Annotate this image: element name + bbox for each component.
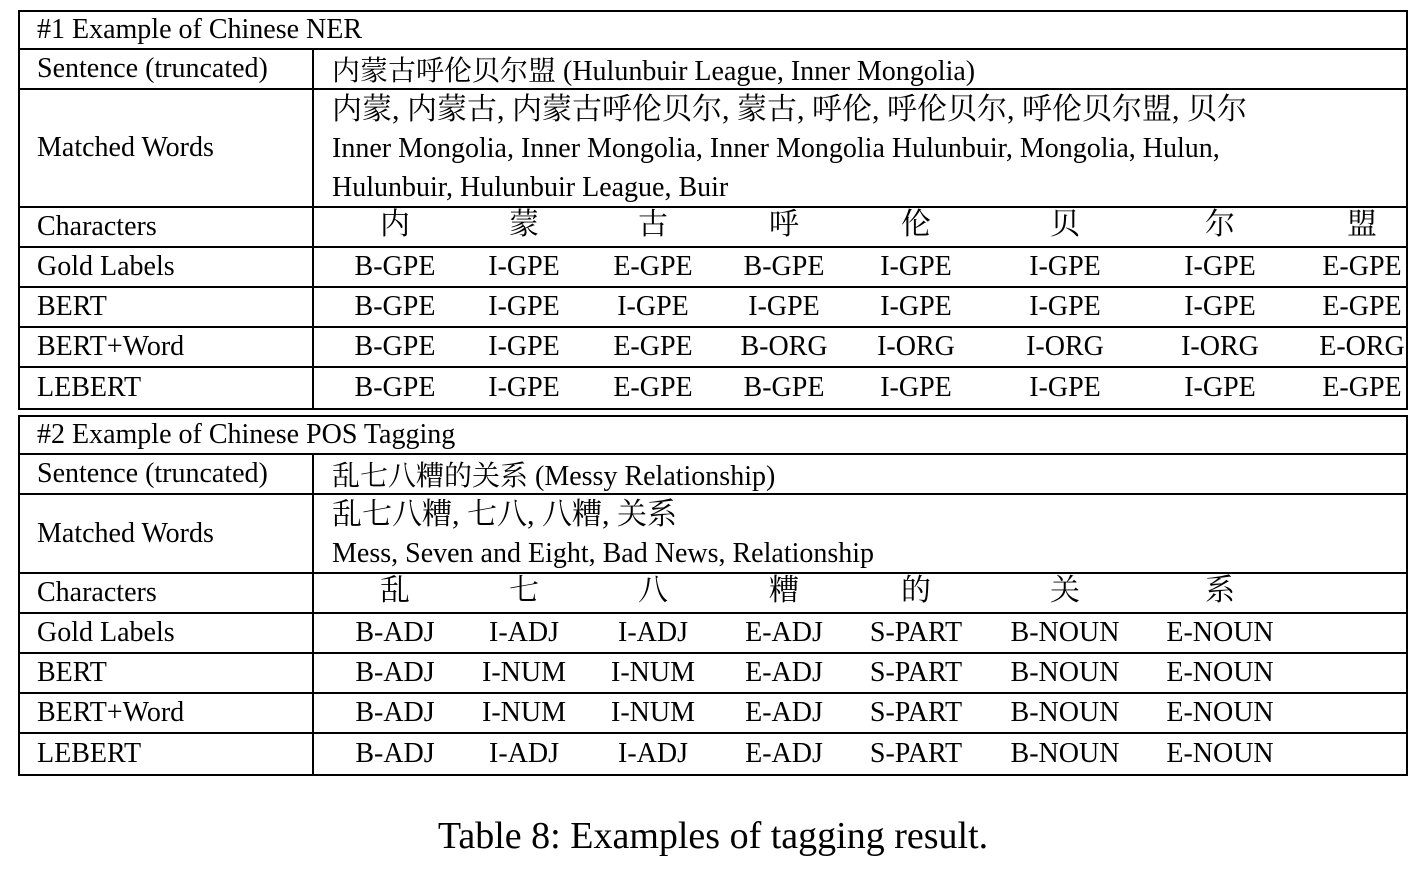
pos-tag-cell: B-NOUN <box>1010 697 1120 728</box>
pos-character-cell: 关 <box>1050 574 1080 607</box>
pos-tag-cell: B-ADJ <box>355 738 435 769</box>
pos-tag-cell: E-NOUN <box>1166 617 1274 648</box>
ner-tag-cell: I-GPE <box>617 291 689 322</box>
ner-example-table <box>18 10 1408 410</box>
pos-tag-cell: I-NUM <box>611 697 695 728</box>
pos-tag-cell: I-ADJ <box>618 738 688 769</box>
pos-tag-cell: S-PART <box>869 697 963 728</box>
ner-character-cell: 贝 <box>1050 208 1080 241</box>
ner-tag-cell: I-GPE <box>880 251 952 282</box>
pos-row-label: Characters <box>20 574 314 612</box>
ner-row-label: Characters <box>20 208 314 246</box>
ner-title: #1 Example of Chinese NER <box>37 14 363 45</box>
ner-tag-cell: I-GPE <box>1029 251 1101 282</box>
pos-row-label: LEBERT <box>20 734 314 774</box>
ner-tag-cell: I-GPE <box>1184 372 1256 403</box>
ner-sentence-label: Sentence (truncated) <box>20 50 314 88</box>
ner-tag-cell: I-GPE <box>880 372 952 403</box>
ner-tag-cell: I-GPE <box>1184 251 1256 282</box>
ner-row-lebert <box>20 368 1406 408</box>
pos-tag-cell: I-NUM <box>611 657 695 688</box>
pos-tag-cell: B-ADJ <box>355 657 435 688</box>
pos-row-bert <box>20 654 1406 694</box>
ner-character-cell: 盟 <box>1347 208 1377 241</box>
pos-matched-words <box>332 495 1406 572</box>
ner-tag-cell: B-GPE <box>354 291 436 322</box>
pos-row-label: Gold Labels <box>20 614 314 652</box>
ner-matched-row <box>20 90 1406 208</box>
pos-tag-cell: E-NOUN <box>1166 657 1274 688</box>
ner-character-cell: 古 <box>638 208 668 241</box>
ner-row-label: LEBERT <box>20 368 314 408</box>
pos-sentence-label: Sentence (truncated) <box>20 455 314 493</box>
pos-row-characters <box>20 574 1406 614</box>
pos-tag-cell: B-ADJ <box>355 697 435 728</box>
pos-tag-cell: I-NUM <box>482 657 566 688</box>
ner-tag-cell: I-ORG <box>1026 331 1104 362</box>
ner-character-cell: 内 <box>380 208 410 241</box>
pos-example-table <box>18 415 1408 776</box>
pos-tag-cell: S-PART <box>869 617 963 648</box>
ner-matched-line: 内蒙, 内蒙古, 内蒙古呼伦贝尔, 蒙古, 呼伦, 呼伦贝尔, 呼伦贝尔盟, 贝尔 <box>332 92 1247 126</box>
pos-tag-cell: E-ADJ <box>745 738 823 769</box>
ner-tag-cell: I-GPE <box>488 331 560 362</box>
ner-tag-cell: B-ORG <box>740 331 828 362</box>
ner-title-row <box>20 12 1406 50</box>
ner-tag-cell: I-GPE <box>1184 291 1256 322</box>
pos-tag-cell: B-ADJ <box>355 617 435 648</box>
ner-matched-line: Hulunbuir, Hulunbuir League, Buir <box>332 171 729 203</box>
pos-tag-cell: I-NUM <box>482 697 566 728</box>
ner-tag-cell: E-GPE <box>613 372 693 403</box>
pos-sentence: 乱七八糟的关系 (Messy Relationship) <box>332 461 776 492</box>
pos-character-cell: 八 <box>638 574 668 607</box>
ner-tag-cell: B-GPE <box>354 372 436 403</box>
ner-tag-cell: I-ORG <box>1181 331 1259 362</box>
pos-matched-row <box>20 495 1406 574</box>
pos-tag-cell: B-NOUN <box>1010 657 1120 688</box>
ner-tag-cell: E-GPE <box>1322 251 1402 282</box>
pos-character-cell: 糟 <box>769 574 799 607</box>
pos-tag-cell: E-ADJ <box>745 697 823 728</box>
ner-row-characters <box>20 208 1406 248</box>
ner-tag-cell: E-GPE <box>1322 291 1402 322</box>
pos-row-bert-word <box>20 694 1406 734</box>
ner-sentence-row <box>20 50 1406 90</box>
ner-tag-cell: B-GPE <box>354 251 436 282</box>
pos-character-cell: 的 <box>901 574 931 607</box>
ner-tag-cell: E-ORG <box>1319 331 1405 362</box>
ner-character-cell: 伦 <box>901 208 931 241</box>
ner-matched-label: Matched Words <box>20 90 314 206</box>
pos-row-lebert <box>20 734 1406 774</box>
pos-tag-cell: E-ADJ <box>745 657 823 688</box>
pos-tag-cell: I-ADJ <box>489 617 559 648</box>
pos-title-row <box>20 417 1406 455</box>
ner-row-bert <box>20 288 1406 328</box>
ner-tag-cell: I-ORG <box>877 331 955 362</box>
pos-matched-line: Mess, Seven and Eight, Bad News, Relationship <box>332 537 875 569</box>
pos-title: #2 Example of Chinese POS Tagging <box>37 419 456 450</box>
table-caption: Table 8: Examples of tagging result. <box>437 815 989 857</box>
pos-tag-cell: B-NOUN <box>1010 738 1120 769</box>
pos-tag-cell: E-NOUN <box>1166 738 1274 769</box>
pos-character-cell: 系 <box>1205 574 1235 607</box>
pos-tag-cell: I-ADJ <box>618 617 688 648</box>
ner-row-label: BERT <box>20 288 314 326</box>
pos-tag-cell: I-ADJ <box>489 738 559 769</box>
pos-row-label: BERT <box>20 654 314 692</box>
pos-tag-cell: E-NOUN <box>1166 697 1274 728</box>
pos-row-label: BERT+Word <box>20 694 314 732</box>
ner-matched-line: Inner Mongolia, Inner Mongolia, Inner Mongolia Hulunbuir, Mongolia, Hulun, <box>332 132 1220 164</box>
ner-character-cell: 蒙 <box>509 208 539 241</box>
ner-character-cell: 尔 <box>1205 208 1235 241</box>
ner-tag-cell: B-GPE <box>743 251 825 282</box>
pos-tag-cell: B-NOUN <box>1010 617 1120 648</box>
ner-row-label: BERT+Word <box>20 328 314 366</box>
ner-character-cell: 呼 <box>769 208 799 241</box>
ner-tag-cell: E-GPE <box>613 331 693 362</box>
pos-matched-line: 乱七八糟, 七八, 八糟, 关系 <box>332 497 677 531</box>
pos-tag-cell: E-ADJ <box>745 617 823 648</box>
pos-character-cell: 乱 <box>380 574 410 607</box>
pos-character-cell: 七 <box>509 574 539 607</box>
pos-tag-cell: S-PART <box>869 657 963 688</box>
ner-tag-cell: I-GPE <box>1029 372 1101 403</box>
ner-matched-words <box>332 90 1406 206</box>
ner-row-label: Gold Labels <box>20 248 314 286</box>
pos-row-gold-labels <box>20 614 1406 654</box>
ner-sentence: 内蒙古呼伦贝尔盟 (Hulunbuir League, Inner Mongolia) <box>332 56 976 87</box>
pos-tag-cell: S-PART <box>869 738 963 769</box>
ner-tag-cell: B-GPE <box>354 331 436 362</box>
ner-tag-cell: I-GPE <box>880 291 952 322</box>
pos-sentence-row <box>20 455 1406 495</box>
ner-tag-cell: I-GPE <box>488 251 560 282</box>
ner-row-gold-labels <box>20 248 1406 288</box>
ner-tag-cell: E-GPE <box>613 251 693 282</box>
ner-tag-cell: I-GPE <box>748 291 820 322</box>
ner-row-bert-word <box>20 328 1406 368</box>
ner-tag-cell: I-GPE <box>488 291 560 322</box>
ner-tag-cell: E-GPE <box>1322 372 1402 403</box>
ner-tag-cell: I-GPE <box>1029 291 1101 322</box>
ner-tag-cell: I-GPE <box>488 372 560 403</box>
ner-tag-cell: B-GPE <box>743 372 825 403</box>
pos-matched-label: Matched Words <box>20 495 314 572</box>
